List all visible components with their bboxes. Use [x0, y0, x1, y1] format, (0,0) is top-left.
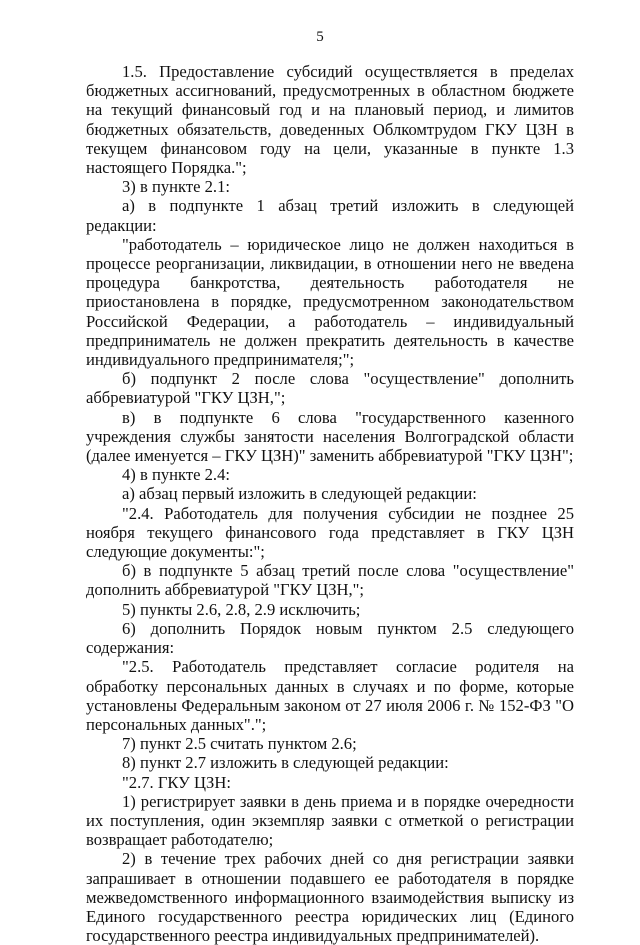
paragraph-2-7-heading: "2.7. ГКУ ЦЗН: [122, 772, 231, 792]
paragraph-item-5: 5) пункты 2.6, 2.8, 2.9 исключить; [122, 599, 361, 619]
paragraph-2-7-item-2: 2) в течение трех рабочих дней со дня регистрации заявки запрашивает в отношении подавшего ее работодателя в порядке межведомственного информационного взаимодействия выписку из Единого государственного реестра юридических лиц (Единого государственного реестра индивидуальных предпринимателей). [86, 849, 574, 945]
paragraph-1-5: 1.5. Предоставление субсидий осуществляется в пределах бюджетных ассигнований, предусмотренных в областном бюджете на текущий финансовый год и на плановый период, и лимитов бюджетных обязательств, доведенных Облкомтрудом ГКУ ЦЗН в текущем финансовом году на цели, указанные в пункте 1.3 настоящего Порядка."; [86, 62, 574, 178]
paragraph-item-8: 8) пункт 2.7 изложить в следующей редакции: [122, 753, 449, 773]
paragraph-item-7: 7) пункт 2.5 считать пунктом 2.6; [122, 734, 357, 754]
paragraph-item-3b: б) подпункт 2 после слова "осуществление" дополнить аббревиатурой "ГКУ ЦЗН,"; [86, 369, 574, 408]
page-number: 5 [316, 29, 324, 45]
paragraph-item-3a: а) в подпункте 1 абзац третий изложить в следующей редакции: [86, 196, 574, 235]
paragraph-2-7-item-1: 1) регистрирует заявки в день приема и в порядке очередности их поступления, один экземпляр заявки с отметкой о регистрации возвращает работодателю; [86, 791, 574, 850]
paragraph-item-3v: в) в подпункте 6 слова "государственного казенного учреждения службы занятости населения Волгоградской области (далее именуется – ГКУ ЦЗН)" заменить аббревиатурой "ГКУ ЦЗН"; [86, 407, 574, 466]
paragraph-employer-quote: "работодатель – юридическое лицо не должен находиться в процессе реорганизации, ликвидации, в отношении него не введена процедура банкротства, деятельность работодателя не приостановлена в порядке, предусмотренном законодательством Российской Федерации, а работодатель – индивидуальный предприниматель не должен прекратить деятельность в качестве индивидуального предпринимателя;"; [86, 234, 574, 370]
paragraph-2-5-quote: "2.5. Работодатель представляет согласие родителя на обработку персональных данных в случаях и по форме, которые установлены Федеральным законом от 27 июля 2006 г. № 152-ФЗ "О персональных данных"."; [86, 657, 574, 734]
paragraph-2-4-quote: "2.4. Работодатель для получения субсидии не позднее 25 ноября текущего финансового года представляет в ГКУ ЦЗН следующие документы:"; [86, 503, 574, 562]
document-body [86, 62, 574, 945]
paragraph-item-4a: а) абзац первый изложить в следующей редакции: [122, 484, 477, 504]
paragraph-item-3: 3) в пункте 2.1: [122, 177, 230, 197]
paragraph-item-6: 6) дополнить Порядок новым пунктом 2.5 следующего содержания: [86, 618, 574, 658]
paragraph-item-4b: б) в подпункте 5 абзац третий после слова "осуществление" дополнить аббревиатурой "ГКУ ЦЗН,"; [86, 561, 574, 600]
paragraph-item-4: 4) в пункте 2.4: [122, 465, 230, 485]
